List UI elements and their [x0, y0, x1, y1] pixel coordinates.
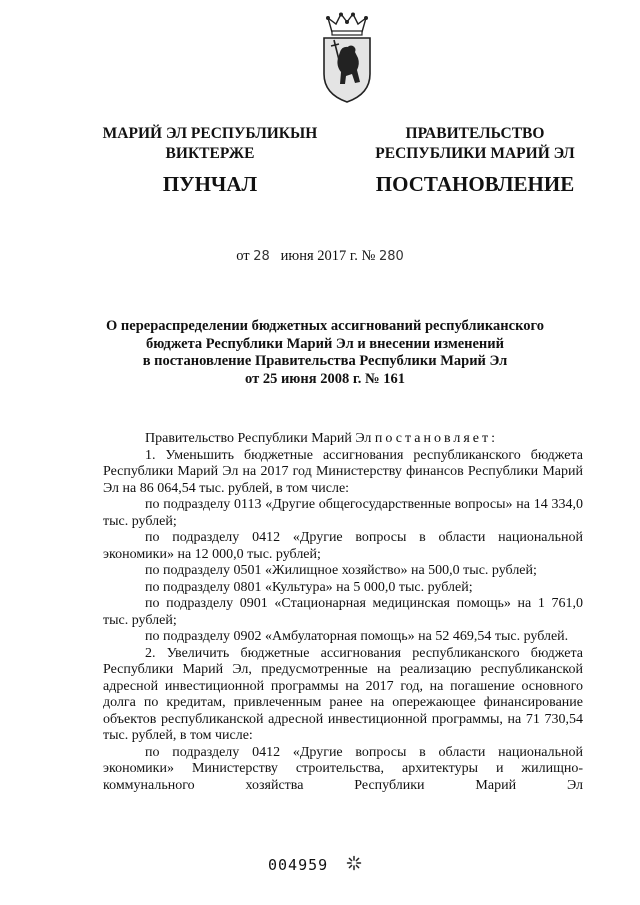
paragraph-1b: по подразделу 0412 «Другие вопросы в области национальной экономики» на 12 000,0 тыс. рублей;	[103, 530, 583, 562]
document-title	[90, 318, 560, 388]
header-right-name	[365, 124, 585, 164]
date-day: 28	[253, 249, 270, 264]
document-body	[103, 431, 583, 794]
asterisk-icon	[346, 855, 362, 871]
paragraph-2a: по подразделу 0412 «Другие вопросы в области национальной экономики» Министерству строительства, архитектуры и жилищно-коммунального хозяйства Республики Марий Эл	[103, 744, 583, 793]
paragraph-1d: по подразделу 0801 «Культура» на 5 000,0 тыс. рублей;	[145, 579, 473, 595]
document-number: 280	[378, 249, 404, 264]
title-line4: от 25 июня 2008 г. № 161	[245, 370, 405, 387]
title-line3: в постановление Правительства Республики Марий Эл	[142, 353, 508, 369]
intro-text: Правительство Республики Марий Эл	[145, 431, 375, 446]
paragraph-2: 2. Увеличить бюджетные ассигнования республиканского бюджета Республики Марий Эл, предусмотренные на реализацию республиканской адресной инвестиционной программы на 2017 год, на погашение основного долга по кредитам, привлеченным ранее на опережающее финансирование объектов республиканской адресной инвестиционной программы, на 71 730,54 тыс. рублей, в том числе:	[103, 645, 583, 743]
paragraph-1e: по подразделу 0901 «Стационарная медицинская помощь» на 1 761,0 тыс. рублей;	[103, 596, 583, 628]
title-line2: бюджета Республики Марий Эл и внесении изменений	[145, 335, 504, 352]
header-left-line1: МАРИЙ ЭЛ РЕСПУБЛИКЫН	[102, 125, 318, 142]
header-left-doctype: ПУНЧАЛ	[162, 172, 258, 196]
paragraph-1c: по подразделу 0501 «Жилищное хозяйство» на 500,0 тыс. рублей;	[145, 563, 537, 578]
intro-paragraph	[103, 431, 583, 448]
header-right-doctype: ПОСТАНОВЛЕНИЕ	[375, 172, 575, 196]
paragraph-1f: по подразделу 0902 «Амбулаторная помощь» на 52 469,54 тыс. рублей.	[145, 629, 569, 644]
intro-verb: постановляет:	[374, 431, 499, 446]
serial-number: 004959	[268, 856, 329, 874]
coat-of-arms-icon	[318, 12, 376, 104]
header-right-line2: РЕСПУБЛИКИ МАРИЙ ЭЛ	[375, 145, 575, 162]
paragraph-1: 1. Уменьшить бюджетные ассигнования республиканского бюджета Республики Марий Эл на 2017 год Министерству финансов Республики Марий Эл на 86 064,54 тыс. рублей, в том числе:	[103, 447, 583, 496]
title-line1: О перераспределении бюджетных ассигнований республиканского	[106, 318, 544, 334]
header-left-line2: ВИКТЕРЖЕ	[165, 145, 255, 162]
header-right-line1: ПРАВИТЕЛЬСТВО	[405, 125, 545, 142]
paragraph-1a: по подразделу 0113 «Другие общегосударственные вопросы» на 14 334,0 тыс. рублей;	[103, 497, 583, 529]
date-prefix: от	[236, 248, 250, 264]
date-month-year: июня 2017 г. №	[280, 248, 376, 264]
document-date	[0, 248, 640, 265]
header-left-name	[100, 124, 320, 164]
